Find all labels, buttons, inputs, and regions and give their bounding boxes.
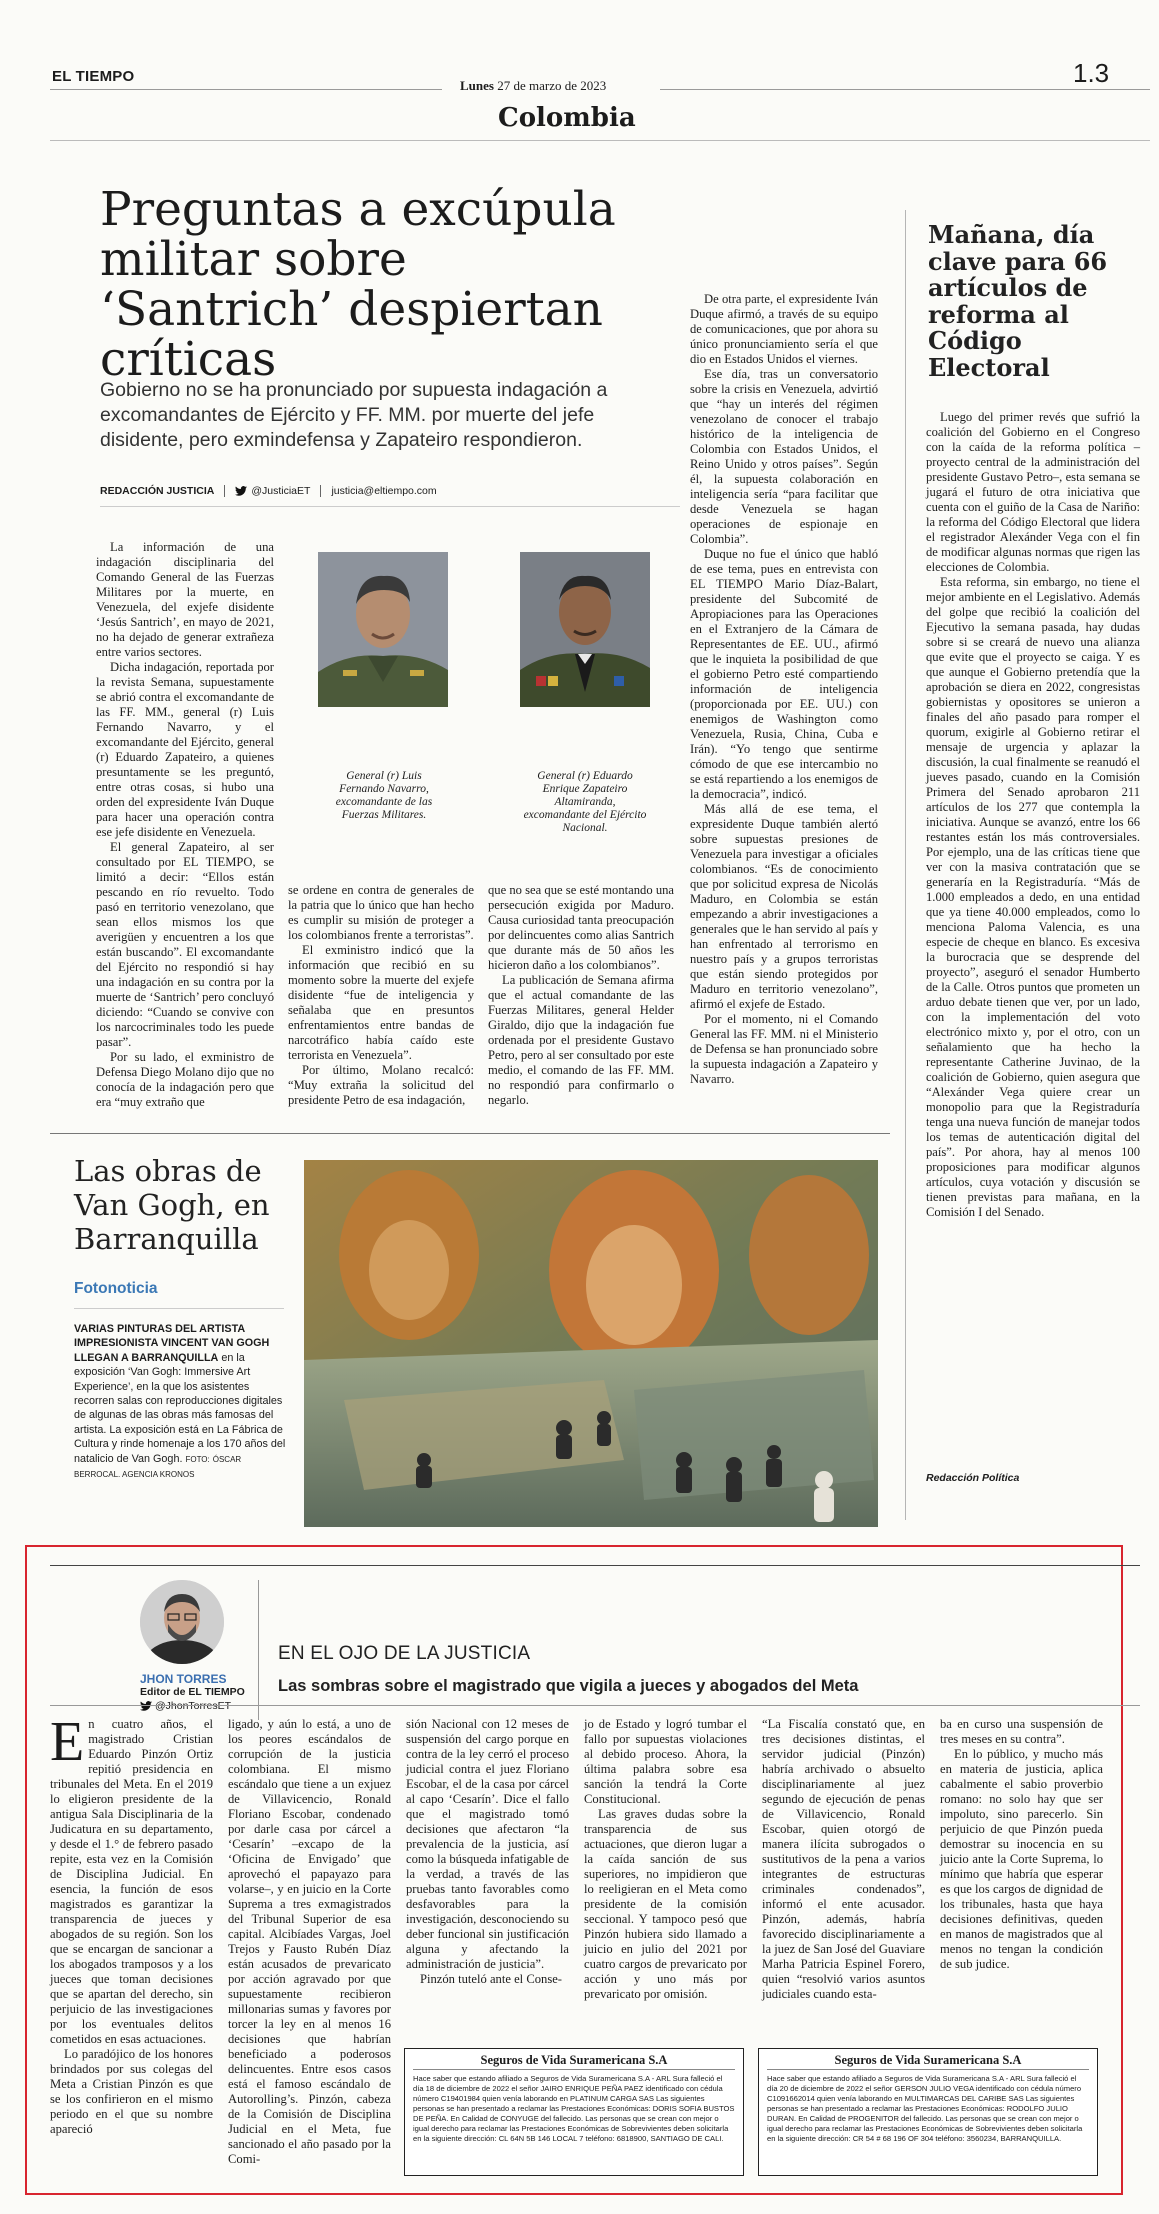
notice-title: Seguros de Vida Suramericana S.A: [480, 2053, 668, 2067]
column-section-label: EN EL OJO DE LA JUSTICIA: [278, 1643, 531, 1664]
paragraph: En lo público, y mucho más en materia de justicia, aplica cabalmente el sabio proverbio romano: no solo hay que ser impoluto, sino parecerlo. Sin perjuicio de que Pinzón pueda demostrar su inocencia en su juicio ante la Corte Suprema, lo mínimo que habría que esperar es que los cargos de dignidad de los tribunales, hasta que haya decisiones definitivas, queden en manos de magistrados que al menos no tengan la condición de sub judice.: [940, 1747, 1103, 1971]
author-divider: [258, 1580, 259, 1720]
paragraph: Pinzón tuteló ante el Conse-: [420, 1972, 562, 1986]
paragraph: El general Zapateiro, al ser consultado por EL TIEMPO, se limitó a decir: “Ellos están pescando en río revuelto. Todo pasó en territorio venezolano, que sean ellos mismos los que averigüen y encuentren a los que están buscando”. El excomandante del Ejército no respondió si hay una indagación en su contra por la muerte de ‘Santrich’ pero concluyó diciendo: “Cuando se convive con los narcocriminales todo les puede pasar”.: [96, 840, 274, 1049]
paragraph: Dicha indagación, reportada por la revista Semana, supuestamente se abrió contra el excomandante de las FF. MM., general (r) Luis Fernando Navarro, y el excomandante del Ejército, general (r) Eduardo Zapateiro, a quienes presuntamente se les preguntó, entre otras cosas, si hubo una orden del expresidente Iván Duque para hacer una operación contra ese jefe disidente en Venezuela.: [96, 660, 274, 839]
van-gogh-photo: [304, 1160, 878, 1527]
column-col-2: [228, 1717, 391, 2167]
column-headline: Las sombras sobre el magistrado que vigila a jueces y abogados del Meta: [278, 1677, 859, 1695]
sidebar-divider: [905, 210, 906, 1520]
column-col-4: [584, 1717, 747, 2002]
legal-notice-2: [758, 2048, 1098, 2176]
twitter-handle[interactable]: [235, 485, 310, 497]
portrait-navarro-image: [318, 552, 448, 707]
paragraph: jo de Estado y logró tumbar el fallo por supuestas violaciones al debido proceso. Ahora, la última palabra sobre esa sanción la tendrá la Corte Constitucional.: [584, 1717, 747, 1806]
paragraph: La publicación de Semana afirma que el actual comandante de las Fuerzas Militares, general Helder Giraldo, dijo que la indagación fue ordenada por el presidente Gustavo Petro, pero al ser consultado por este medio, el comando de las FF. MM. no respondió para confirmarlo o negarlo.: [488, 973, 674, 1107]
divider: [320, 485, 321, 497]
section-title: Colombia: [498, 103, 636, 133]
paragraph: n cuatro años, el magistrado Cristian Eduardo Pinzón Ortiz repitió presidencia en tribunales del Meta. En el 2019 lo eligieron presidente de la antigua Sala Disciplinaria de la Judicatura en su departamento, y desde el 1.° de febrero pasado repite, esta vez en la Comisión de Disciplina Judicial. En esencia, la función de esos magistrados es garantizar la transparencia de jueces y abogados de su región. Son los que se encargan de sancionar a los abogados tramposos y a los jueces que toman decisiones que se apartan del derecho, sin perjuicio de las investigaciones por los eventuales delitos cometidos en esas actuaciones.: [50, 1717, 213, 2046]
author-name: JHON TORRES: [140, 1672, 227, 1686]
paragraph: se ordene en contra de generales de la patria que lo único que han hecho es cumplir su misión de proteger a los colombianos frente a terroristas”.: [288, 883, 474, 942]
date-rest: 27 de marzo de 2023: [497, 78, 607, 93]
main-col-4: [690, 292, 878, 1087]
divider: [224, 485, 225, 497]
column-col-3: [406, 1717, 569, 1987]
paragraph: La información de una indagación disciplinaria del Comando General de las Fuerzas Militares por la muerte, en Venezuela, del exjefe disidente ‘Jesús Santrich’, en mayo de 2021, no ha dejado de generar extrañeza entre varios sectores.: [96, 540, 274, 659]
paragraph: Por último, Molano recalcó: “Muy extraña la solicitud del presidente Petro de esa indagación,: [288, 1063, 474, 1107]
author-avatar: [140, 1580, 224, 1664]
author-role: Editor de EL TIEMPO: [140, 1686, 245, 1698]
paragraph: Las graves dudas sobre la transparencia de sus actuaciones, que dieron lugar a la caída sanción de sus superiores, no impidieron que lo reeligieran en el Meta como presidente de la comisión seccional. Y tampoco pesó que Pinzón hubiera sido llamado a juicio en julio del 2021 por cuatro cargos de prevaricato por acción y uno más por prevaricato por omisión.: [584, 1807, 747, 2001]
feature-headline: Las obras de Van Gogh, en Barranquilla: [74, 1154, 270, 1256]
author-handle: @JhonTorresET: [155, 1700, 232, 1712]
notice-text: Hace saber que estando afiliado a Seguros de Vida Suramericana S.A - ARL Sura falleció el día 20 de diciembre de 2022 el señor GERSON JULIO VEGA identificado con cédula número C1091662014 quien venía laborando en MULTIMARCAS DEL CARIBE SAS Las siguientes personas se han presentado a reclamar las Prestaciones Económicas: RODOLFO JULIO DURAN. En Calidad de PROGENITOR del fallecido. Las personas que se crean con mejor o igual derecho para reclamar las Prestaciones Económicas de Sobrevivientes deben solicitarla en la siguiente dirección: CR 54 # 68 196 OF 304 teléfono: 3560234, BARRANQUILLA.: [767, 2069, 1089, 2144]
sidebar-body: [926, 410, 1140, 1220]
column-col-6: [940, 1717, 1103, 1972]
paragraph: Por su lado, el exministro de Defensa Diego Molano dijo que no conocía de la indagación pero que era “muy extraño que: [96, 1050, 274, 1109]
paragraph: “La Fiscalía constató que, en tres decisiones distintas, el servidor judicial (Pinzón) habría archivado o absuelto disciplinariamente al juez segundo de ejecución de penas de Villavicencio, Ronald Escobar, quien otorgó de manera ilícita subrogados o sustitutivos de la pena a varios integrantes de estructuras criminales condenados”, informó el ente acusador. Pinzón, además, habría favorecido disciplinariamente a la juez de San José del Guaviare Marha Patricia Espinel Forero, quien “resolvió varios asuntos judiciales cuando esta-: [762, 1717, 925, 2001]
photo-credit: ÓSCAR BERROCAL. AGENCIA KRONOS: [74, 1454, 242, 1480]
main-col-3: [488, 883, 674, 1108]
page-date: [460, 78, 606, 94]
byline: REDACCIÓN JUSTICIA: [100, 485, 215, 497]
notice-title: Seguros de Vida Suramericana S.A: [834, 2053, 1022, 2067]
header-rule: [50, 89, 442, 90]
byline-row: [100, 485, 437, 497]
kicker-rule: [74, 1308, 284, 1309]
page-number: 1.3: [1073, 58, 1110, 88]
paragraph: Esta reforma, sin embargo, no tiene el mejor ambiente en el Legislativo. Además del golpe que recibió la coalición del Ejecutivo la semana pasada, hay dudas sobre si se creará de nuevo una alianza que evite que el proyecto se caiga. Y es que aunque el Gobierno pretendía que la aprobación se diera en 2022, congresistas gobiernistas y opositores se unieron a finales del año pasado para romper el quorum, exigirle al Gobierno retirar el mensaje de urgencia y aplazar la discusión, la cual finalmente se reanudó el jueves pasado, cuando en la Comisión Primera del Senado aprobaron 211 artículos de los 277 que contempla la iniciativa. Aunque se avanzó, entre los 66 restantes están los más controversiales. Por ejemplo, una de las críticas tiene que ver con la masiva contratación que se generaría en la Registraduría. “Más de 1.000 empleados a dedo, en una entidad que ya tiene 40.000 empleados, como lo menciona Paloma Valencia, es una especie de cheque en blanco. Es excesiva la burocracia que se desprende del proyecto”, aseguró el senador Humberto de la Calle. Otros puntos que prometen un arduo debate tienen que ver, por un lado, con la implementación del voto electrónico mixto y, por el otro, con un señalamiento que ha hecho la representante Catherine Juvinao, de la coalición de Gobierno, quien asegura que “Alexánder Vega quiere crear un monopolio para que la Registraduría tenga una nueva función de manejar todos los temas de autenticación digital del país”. Por ahora, hay al menos 100 proposiciones para modificar algunos artículos, cuya votación y discusión se tienen previstas para mañana, en la Comisión I del Senado.: [926, 575, 1140, 1219]
twitter-bird-icon: [140, 1701, 152, 1711]
column-col-5: [762, 1717, 925, 2002]
photo-caption-navarro: General (r) Luis Fernando Navarro, excomandante de las Fuerzas Militares.: [335, 770, 433, 821]
feature-text: [74, 1322, 289, 1482]
email-link[interactable]: justicia@eltiempo.com: [331, 485, 437, 497]
column-top-rule: [50, 1565, 1140, 1566]
main-col-1: [96, 540, 274, 1110]
header-rule-right: [660, 89, 1150, 90]
brand-logo: EL TIEMPO: [52, 68, 135, 85]
photo-navarro: [318, 552, 448, 707]
paragraph: ba en curso una suspensión de tres meses en su contra”.: [940, 1717, 1103, 1746]
column-head-rule: [50, 1705, 1140, 1706]
feature-lead: VARIAS PINTURAS DEL ARTISTA IMPRESIONISTA VINCENT VAN GOGH LLEGAN A BARRANQUILLA: [74, 1323, 270, 1364]
paragraph: El exministro indicó que la información que recibió en su momento sobre la muerte del exjefe disidente “fue de inteligencia y señalaba que en presuntos enfrentamientos entre bandas de narcotráfico había caído este terrorista en Venezuela”.: [288, 943, 474, 1062]
header-rule-bottom: [50, 140, 1150, 141]
paragraph: Lo paradójico de los honores brindados por sus colegas del Meta a Cristian Pinzón es que se los confirieron en el mismo periodo en el que su nombre apareció: [50, 2047, 213, 2136]
paragraph: sión Nacional con 12 meses de suspensión del cargo porque en contra de la ley cerró el proceso judicial contra el juez Floriano Escobar, el de la casa por cárcel al capo ‘Cesarín’. Dice el fallo que el magistrado tomó decisiones que afectaron “la prevalencia de la justicia, así como la búsqueda infatigable de la verdad, a través de las pruebas tanto favorables como desfavorables para la investigación, desconociendo su deber funcional sin justificación alguna y afectando la administración de justicia”.: [406, 1717, 569, 1971]
sidebar-headline: Mañana, día clave para 66 artículos de reforma al Código Electoral: [928, 220, 1108, 382]
author-twitter[interactable]: [140, 1700, 231, 1712]
paragraph: De otra parte, el expresidente Iván Duque afirmó, a través de su equipo de comunicaciones, que por ahora su único pronunciamiento sería el que dio en Estados Unidos el viernes.: [690, 292, 878, 366]
column-col-1: [50, 1711, 213, 2137]
paragraph: Por el momento, ni el Comando General las FF. MM. ni el Ministerio de Defensa se han pronunciado sobre la supuesta indagación a Zapateiro y Navarro.: [690, 1012, 878, 1086]
feature-kicker: Fotonoticia: [74, 1280, 158, 1297]
paragraph: Más allá de ese tema, el expresidente Duque también alertó sobre supuestas presiones de Venezuela para investigar a oficiales colombianos. “Es de conocimiento que por solicitud expresa de Nicolás Maduro, en Colombia se están empezando a abrir investigaciones a generales que le han servido al país y han enfrentado al terrorismo en nuestro país y a grupos terroristas que están siendo protegidos por Maduro en territorio venezolano”, afirmó el exjefe de Estado.: [690, 802, 878, 1011]
feature-body: en la exposición ‘Van Gogh: Immersive Art Experience’, en la que los asistentes recorren salas con reproducciones digitales de algunas de las obras más famosas del artista. La exposición está en La Fábrica de Cultura y rinde homenaje a los 170 años del natalicio de Van Gogh.: [74, 1351, 286, 1465]
twitter-handle-text: @JusticiaET: [251, 485, 311, 497]
photo-label: FOTO:: [185, 1454, 210, 1464]
paragraph: ligado, y aún lo está, a uno de los peores escándalos de corrupción de la justicia colombiana. El mismo escándalo que tiene a un exjuez de Villavicencio, Ronald Floriano Escobar, condenado por darle casa por cárcel a ‘Cesarín’ –excapo de la ‘Oficina de Envigado’ que aprovechó el papayazo para volarse–, y en juicio en la Corte Suprema a tres exmagistrados del Tribunal Superior de esa capital. Alcibíades Vargas, Joel Trejos y Fausto Rubén Díaz están acusados de prevaricato por acción agravado por que supuestamente recibieron millonarias sumas y favores por torcer la ley en al menos 16 decisiones que habrían beneficiado a poderosos delincuentes. Entre esos casos está el famoso escándalo de Autorolling’s. Pinzón, cabeza de la Comisión de Disciplina Judicial en el Meta, fue sancionado el año pasado por la Comi-: [228, 1717, 391, 2166]
main-dek: Gobierno no se ha pronunciado por supuesta indagación a excomandantes de Ejército y FF. MM. por muerte del jefe disidente, pero exmindefensa y Zapateiro respondieron.: [100, 379, 608, 451]
twitter-bird-icon: [235, 486, 247, 496]
immersive-exhibit-image: [304, 1160, 878, 1527]
main-headline: Preguntas a excúpula militar sobre ‘Santrich’ despiertan críticas: [100, 182, 616, 387]
author-photo: [140, 1580, 224, 1664]
notice-text: Hace saber que estando afiliado a Seguros de Vida Suramericana S.A - ARL Sura falleció el día 18 de diciembre de 2022 el señor JAIRO ENRIQUE PEÑA PAEZ identificado con cédula número C19401984 quien venía laborando en PLATINUM CARGA SAS Las siguientes personas se han presentado a reclamar las Prestaciones Económicas: DORIS SOFIA BUSTOS DE PEÑA. En Calidad de CONYUGE del fallecido. Las personas que se crean con mejor o igual derecho para reclamar las Prestaciones Económicas de Sobrevivientes deben solicitarla en la siguiente dirección: CL 64N 5B 146 LOCAL 7 teléfono: 6818900, SANTIAGO DE CALI.: [413, 2069, 735, 2144]
byline-rule: [100, 506, 680, 507]
paragraph: Duque no fue el único que habló de ese tema, pues en entrevista con EL TIEMPO Mario Díaz-Balart, presidente del Subcomité de Apropiaciones para las Operaciones en el Extranjero de la Cámara de Representantes de EE. UU., afirmó que le inquieta la posibilidad de que el gobierno Petro esté compartiendo información de inteligencia (proporcionada por EE. UU.) con enemigos de Washington como Venezuela, Rusia, China, Cuba e Irán). “Yo tengo que sentirme cómodo de que ese intercambio no se está repartiendo a los enemigos de la democracia”, indicó.: [690, 547, 878, 801]
section-rule: [50, 1133, 890, 1134]
dropcap: E: [50, 1711, 85, 1773]
photo-zapateiro: [520, 552, 650, 707]
main-col-2: [288, 883, 474, 1108]
sidebar-credit: Redacción Política: [926, 1472, 1020, 1484]
photo-caption-zapateiro: General (r) Eduardo Enrique Zapateiro Altamiranda, excomandante del Ejército Nacional.: [523, 770, 647, 834]
paragraph: que no sea que se esté montando una persecución exigida por Maduro. Causa curiosidad tanta preocupación por delincuentes como alias Santrich que durante más de 50 años les hicieron daño a los colombianos”.: [488, 883, 674, 972]
legal-notice-1: [404, 2048, 744, 2176]
date-day: Lunes: [460, 78, 494, 93]
paragraph: Ese día, tras un conversatorio sobre la crisis en Venezuela, advirtió que “hay un interés del régimen venezolano de conocer el trabajo histórico de la inteligencia de Colombia con Estados Unidos, el Reino Unido y otros países”. Según él, la supuesta colaboración en inteligencia sería “para facilitar que desde Venezuela se hagan operaciones de espionaje en Colombia”.: [690, 367, 878, 546]
paragraph: Luego del primer revés que sufrió la coalición del Gobierno en el Congreso con la caída de la reforma política –proyecto central de la administración del presidente Gustavo Petro–, esta semana se jugará el futuro de otra iniciativa que cuenta con el guiño de la Casa de Nariño: la reforma del Código Electoral que lidera el registrador Alexánder Vega con el fin de modificar algunas normas que rigen las elecciones de Colombia.: [926, 410, 1140, 574]
portrait-zapateiro-image: [520, 552, 650, 707]
